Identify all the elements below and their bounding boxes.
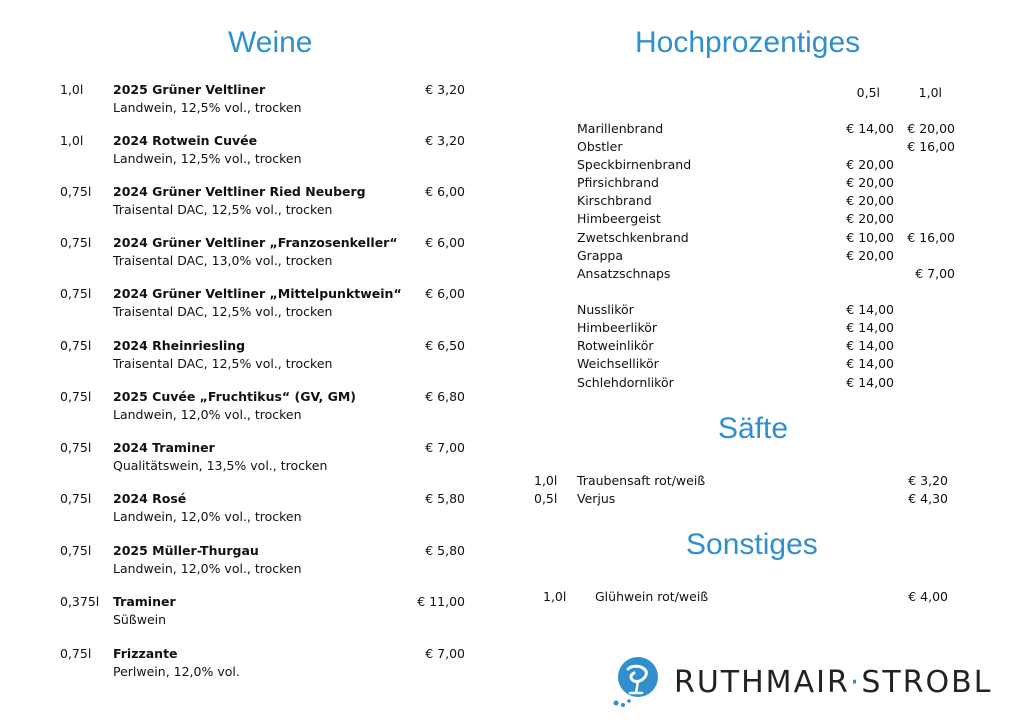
wine-price: € 7,00 [425,440,465,455]
other-price: € 4,00 [908,589,948,604]
wine-name: 2025 Cuvée „Fruchtikus“ (GV, GM) [113,389,357,404]
wine-item [0,389,520,429]
wine-description: Landwein, 12,0% vol., trocken [113,561,302,576]
wine-volume: 0,75l [60,440,92,455]
wine-volume: 0,75l [60,543,92,558]
juice-heading: Säfte [718,412,789,445]
spirit-name: Pfirsichbrand [577,175,659,190]
wine-volume: 0,75l [60,184,92,199]
spirit-price-05: € 14,00 [846,356,894,371]
wine-name: 2024 Grüner Veltliner „Franzosenkeller“ [113,235,398,250]
spirit-name: Himbeergeist [577,211,661,226]
spirit-row [0,338,1024,356]
juice-name: Traubensaft rot/weiß [577,473,706,488]
spirit-row [0,157,1024,175]
wine-description: Landwein, 12,0% vol., trocken [113,509,302,524]
wine-name: Traminer [113,594,176,609]
wine-volume: 0,75l [60,338,92,353]
spirit-row [0,230,1024,248]
wine-price: € 6,00 [425,235,465,250]
spirit-row [0,375,1024,393]
wine-price: € 11,00 [417,594,465,609]
logo-wordmark [674,665,992,700]
spirit-name: Zwetschkenbrand [577,230,689,245]
spirit-price-05: € 20,00 [846,193,894,208]
column-1-0l-label: 1,0l [918,85,942,100]
spirit-row [0,175,1024,193]
juice-volume: 0,5l [534,491,558,506]
wine-name: 2024 Rosé [113,491,187,506]
wine-glass-logo-icon [608,655,664,711]
spirit-name: Schlehdornlikör [577,375,674,390]
spirit-price-05: € 20,00 [846,157,894,172]
logo-part-2: STROBL [861,665,993,700]
wine-description: Landwein, 12,5% vol., trocken [113,100,302,115]
wine-price: € 5,80 [425,491,465,506]
wine-name: 2024 Traminer [113,440,215,455]
wine-description: Süßwein [113,612,167,627]
spirit-price-05: € 20,00 [846,211,894,226]
spirit-row [0,320,1024,338]
spirits-column-header [0,85,1024,103]
wine-description: Landwein, 12,0% vol., trocken [113,407,302,422]
spirit-price-05: € 14,00 [846,375,894,390]
wine-price: € 3,20 [425,82,465,97]
spirits-heading: Hochprozentiges [635,26,861,59]
spirit-name: Himbeerlikör [577,320,658,335]
spirit-name: Weichsellikör [577,356,659,371]
spirit-price-10: € 7,00 [915,266,955,281]
wine-price: € 6,00 [425,184,465,199]
other-row [0,589,1024,607]
column-0-5l-label: 0,5l [856,85,880,100]
wine-volume: 0,75l [60,389,92,404]
spirit-row [0,121,1024,139]
other-volume: 1,0l [543,589,567,604]
juice-volume: 1,0l [534,473,558,488]
spirit-name: Ansatzschnaps [577,266,671,281]
spirit-name: Kirschbrand [577,193,652,208]
spirit-name: Grappa [577,248,624,263]
wine-volume: 0,75l [60,491,92,506]
wine-description: Traisental DAC, 12,5% vol., trocken [113,202,333,217]
wine-description: Landwein, 12,5% vol., trocken [113,151,302,166]
wine-price: € 5,80 [425,543,465,558]
spirit-row [0,139,1024,157]
spirit-name: Obstler [577,139,623,154]
wine-description: Traisental DAC, 13,0% vol., trocken [113,253,333,268]
wine-volume: 0,75l [60,286,92,301]
spirit-price-05: € 14,00 [846,338,894,353]
wine-volume: 1,0l [60,82,84,97]
wine-description: Traisental DAC, 12,5% vol., trocken [113,356,333,371]
other-name: Glühwein rot/weiß [595,589,709,604]
spirit-row [0,266,1024,284]
spirit-price-05: € 14,00 [846,320,894,335]
spirit-price-10: € 16,00 [907,230,955,245]
logo-part-1: RUTHMAIR [674,665,850,700]
wine-volume: 0,375l [60,594,100,609]
wine-name: 2024 Rotwein Cuvée [113,133,258,148]
wine-volume: 1,0l [60,133,84,148]
spirit-price-05: € 14,00 [846,302,894,317]
spirit-row [0,211,1024,229]
juice-row [0,491,1024,509]
juice-price: € 3,20 [908,473,948,488]
wine-price: € 7,00 [425,646,465,661]
wine-price: € 3,20 [425,133,465,148]
other-heading: Sonstiges [686,528,818,561]
spirit-name: Nusslikör [577,302,634,317]
spirit-name: Speckbirnenbrand [577,157,692,172]
wine-price: € 6,00 [425,286,465,301]
juice-row [0,473,1024,491]
wine-name: 2024 Grüner Veltliner „Mittelpunktwein“ [113,286,402,301]
spirit-name: Rotweinlikör [577,338,654,353]
wine-name: Frizzante [113,646,178,661]
spirit-row [0,356,1024,374]
spirit-row [0,302,1024,320]
wine-price: € 6,80 [425,389,465,404]
wine-description: Qualitätswein, 13,5% vol., trocken [113,458,328,473]
wine-volume: 0,75l [60,235,92,250]
brand-logo [608,655,993,715]
wine-price: € 6,50 [425,338,465,353]
wine-name: 2024 Grüner Veltliner Ried Neuberg [113,184,366,199]
spirit-name: Marillenbrand [577,121,664,136]
spirit-price-10: € 20,00 [907,121,955,136]
wine-name: 2025 Grüner Veltliner [113,82,266,97]
wine-description: Perlwein, 12,0% vol. [113,664,240,679]
juice-name: Verjus [577,491,616,506]
spirit-row [0,248,1024,266]
spirit-row [0,193,1024,211]
spirit-price-05: € 10,00 [846,230,894,245]
wine-name: 2025 Müller-Thurgau [113,543,259,558]
wine-item [0,646,520,686]
logo-separator: · [849,665,862,700]
spirit-price-05: € 20,00 [846,248,894,263]
wine-name: 2024 Rheinriesling [113,338,246,353]
juice-price: € 4,30 [908,491,948,506]
wine-volume: 0,75l [60,646,92,661]
wine-heading: Weine [228,26,313,59]
wine-item [0,543,520,583]
wine-description: Traisental DAC, 12,5% vol., trocken [113,304,333,319]
spirit-price-05: € 20,00 [846,175,894,190]
spirit-price-10: € 16,00 [907,139,955,154]
spirit-price-05: € 14,00 [846,121,894,136]
